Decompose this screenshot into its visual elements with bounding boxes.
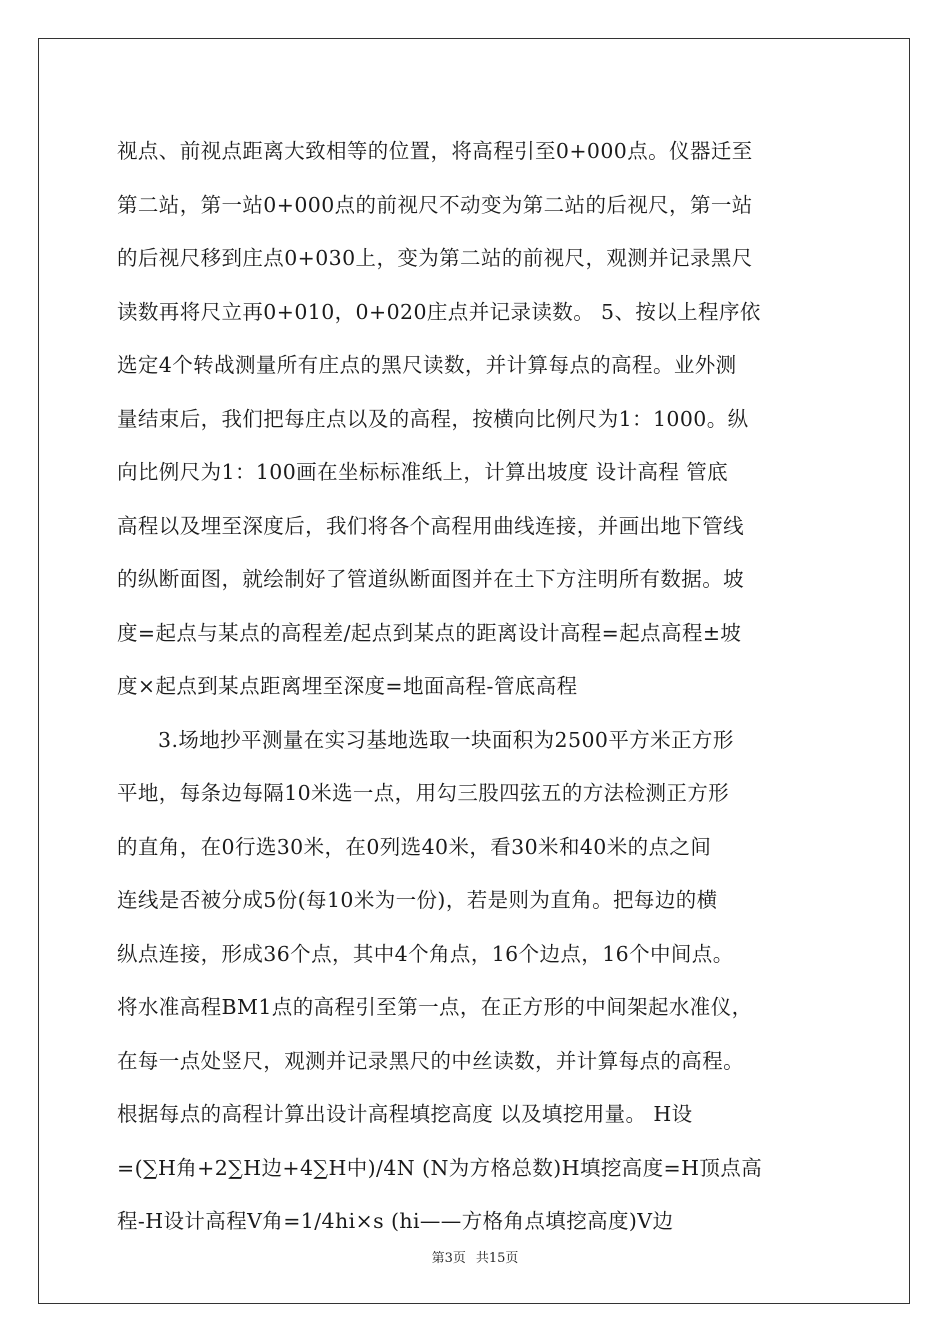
page-number: 第3页: [431, 1251, 466, 1266]
text-line: 度=起点与某点的高程差/起点到某点的距离设计高程=起点高程±坡: [117, 620, 742, 645]
text-line: 量结束后，我们把每庄点以及的高程，按横向比例尺为1：1000。纵: [117, 406, 749, 431]
text-line: 度×起点到某点距离埋至深度=地面高程-管底高程: [117, 674, 578, 698]
text-line: 第二站，第一站0+000点的前视尺不动变为第二站的后视尺，第一站: [117, 192, 753, 217]
page-footer: [0, 1247, 950, 1266]
text-line: 程-H设计高程V角=1/4hi×s (hi——方格角点填挖高度)V边: [117, 1209, 674, 1233]
text-line: 将水准高程BM1点的高程引至第一点，在正方形的中间架起水准仪，: [117, 995, 753, 1019]
text-line: 的后视尺移到庄点0+030上，变为第二站的前视尺，观测并记录黑尺: [117, 246, 753, 270]
text-line: 在每一点处竖尺，观测并记录黑尺的中丝读数，并计算每点的高程。: [117, 1048, 744, 1073]
text-line: 向比例尺为1：100画在坐标标准纸上，计算出坡度 设计高程 管底: [117, 460, 729, 484]
text-line: 的纵断面图，就绘制好了管道纵断面图并在土下方注明所有数据。坡: [117, 567, 744, 591]
text-line: =(∑H角+2∑H边+4∑H中)/4N (N为方格总数)H填挖高度=H顶点高: [117, 1155, 763, 1180]
text-line: 高程以及埋至深度后，我们将各个高程用曲线连接，并画出地下管线: [117, 513, 744, 538]
text-line: 根据每点的高程计算出设计高程填挖高度 以及填挖用量。 H设: [117, 1102, 693, 1126]
text-line: 平地，每条边每隔10米选一点，用勾三股四弦五的方法检测正方形: [117, 781, 730, 805]
text-line: 选定4个转战测量所有庄点的黑尺读数，并计算每点的高程。业外测: [117, 353, 737, 377]
text-line: 的直角，在0行选30米，在0列选40米，看30米和40米的点之间: [117, 834, 712, 859]
page-total: 共15页: [475, 1251, 519, 1266]
text-line: 读数再将尺立再0+010，0+020庄点并记录读数。 5、按以上程序依: [117, 299, 761, 324]
text-line: 连线是否被分成5份(每10米为一份)，若是则为直角。把每边的横: [117, 888, 718, 912]
text-line: 视点、前视点距离大致相等的位置，将高程引至0+000点。仪器迁至: [117, 139, 753, 163]
body-text: [117, 130, 837, 1254]
paragraph-start-line: 3.场地抄平测量在实习基地选取一块面积为2500平方米正方形: [158, 727, 734, 752]
text-line: 纵点连接，形成36个点，其中4个角点，16个边点，16个中间点。: [117, 941, 734, 966]
